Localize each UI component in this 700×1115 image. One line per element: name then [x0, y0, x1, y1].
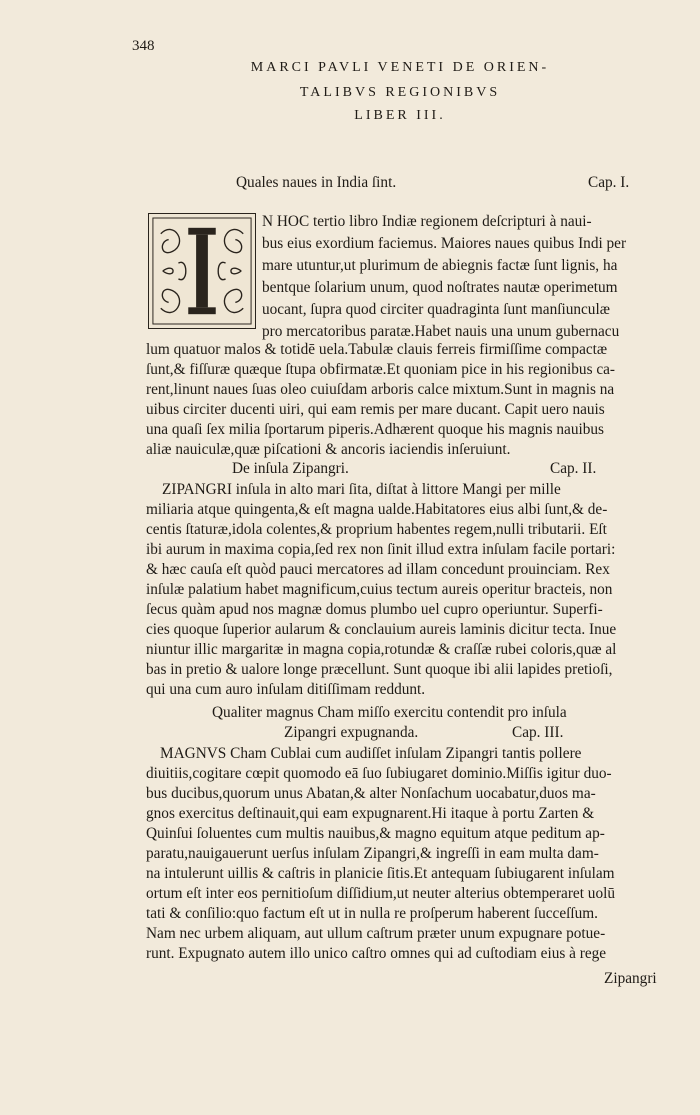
text-line: ſecus quàm apud nos magnæ domus plumbo uel cupro operiuntur. Superfi- — [146, 601, 603, 618]
text-line: niuntur illic margaritæ in magna copia,rotundæ & craſſæ rubei coloris,quæ al — [146, 641, 617, 658]
text-line: mare utuntur,ut plurimum de abiegnis factæ ſunt lignis, ha — [262, 257, 618, 274]
text-line: cies quoque ſuperior aularum & conclauium aureis laminis dicitur tecta. Inue — [146, 621, 617, 638]
text-line: runt. Expugnato autem illo unico caſtro omnes qui ad cuſtodiam eius à rege — [146, 945, 607, 962]
running-title-line3: LIBER III. — [354, 108, 446, 123]
text-line: bentque ſolarium unum, quod noſtrates nautæ operimetum — [262, 279, 618, 296]
text-line: aliæ nauiculæ,quæ piſcationi & ancoris iaciendis inſeruiunt. — [146, 441, 511, 458]
text-line: centis ſtaturæ,idola colentes,& proprium habentes regem,nulli tributarii. Eſt — [146, 521, 607, 538]
running-title-line1: MARCI PAVLI VENETI DE ORIEN- — [250, 60, 550, 75]
catchword: Zipangri — [604, 970, 657, 987]
text-line: tati & conſilio:quo factum eſt ut in nulla re proſperum haberent ſucceſſum. — [146, 905, 598, 922]
text-line: uocant, ſupra quod circiter quadraginta ſunt manſiunculæ — [262, 301, 610, 318]
text-line: pro mercatoribus paratæ.Habet nauis una unum gubernacu — [262, 323, 620, 340]
text-line: Quinſui ſoluentes cum multis nauibus,& magno equitum atque peditum ap- — [146, 825, 605, 842]
text-line: lum quatuor malos & totidē uela.Tabulæ clauis ferreis firmiſſime compactæ — [146, 341, 608, 358]
chapter1-cap: Cap. I. — [588, 174, 630, 191]
text-line: Nam nec urbem aliquam, aut ullum caſtrum præter unum expugnare potue- — [146, 925, 606, 942]
text-line: miliaria atque quingenta,& eſt magna ualde.Habitatores eius albi ſunt,& de- — [146, 501, 608, 518]
text-line: paratu,nauigauerunt uerſus inſulam Zipangri,& ingreſſi in eam multa dam- — [146, 845, 599, 862]
text-line: inſulæ palatium habet magnificum,cuius tectum aureis operitur bracteis, non — [146, 581, 613, 598]
text-line: diuitiis,cogitare cœpit quomodo eā ſuo ſubiugaret dominio.Miſſis igitur duo- — [146, 765, 612, 782]
text-line: bas in pretio & ualore longe præcellunt. Sunt quoque ibi alii lapides pretioſi, — [146, 661, 613, 678]
text-line: bus eius exordium faciemus. Maiores naues quibus Indi per — [262, 235, 627, 252]
running-title-line2: TALIBVS REGIONIBVS — [299, 85, 501, 100]
page-number: 348 — [132, 38, 155, 54]
text-line: ibi aurum in maxima copia,ſed rex non ſinit illud extra inſulam facile portari: — [146, 541, 616, 558]
decorated-initial-letter-icon — [148, 213, 256, 329]
text-line: ortum eſt inter eos pernitioſum diſſidium,ut neuter alterius obtemperaret uolū — [146, 885, 615, 902]
text-line: ſunt,& fiſſuræ quæque ſtupa obfirmatæ.Et quoniam pice in his regionibus ca- — [146, 361, 616, 378]
chapter3-heading-line2: Zipangri expugnanda. — [284, 724, 419, 741]
text-line: una quaſi ſex milia ſportarum piperis.Adhærent quoque his magnis nauibus — [146, 421, 604, 438]
chapter1-heading: Quales naues in India ſint. — [236, 174, 397, 191]
text-line: na intulerunt uillis & caſtris in planicie ſitis.Et antequam ſubiugarent inſulam — [146, 865, 615, 882]
text-line: uibus circiter ducenti uiri, qui eam remis per mare ducant. Capit uero nauis — [146, 401, 605, 418]
text-line: bus ducibus,quorum unus Abatan,& alter Nonſachum uocabatur,duos ma- — [146, 785, 596, 802]
chapter2-heading: De inſula Zipangri. — [232, 460, 349, 477]
chapter3-cap: Cap. III. — [512, 724, 564, 741]
chapter2-cap: Cap. II. — [550, 460, 597, 477]
text-line: MAGNVS Cham Cublai cum audiſſet inſulam Zipangri tantis pollere — [160, 745, 582, 762]
text-line: rent,linunt naues ſuas oleo cuiuſdam arboris calce mixtum.Sunt in magnis na — [146, 381, 615, 398]
chapter3-heading-line1: Qualiter magnus Cham miſſo exercitu contendit pro inſula — [212, 704, 567, 721]
text-line: qui una cum auro inſulam ditiſſimam reddunt. — [146, 681, 426, 698]
text-line: N HOC tertio libro Indiæ regionem deſcripturi à naui- — [262, 213, 592, 230]
text-line: gnos exercitus deſtinauit,qui eam expugnarent.Hi itaque à portu Zarten & — [146, 805, 595, 822]
text-line: ZIPANGRI inſula in alto mari ſita, diſtat à littore Mangi per mille — [162, 481, 561, 498]
text-line: & hæc cauſa eſt quòd pauci mercatores ad illam concedunt prouinciam. Rex — [146, 561, 610, 578]
